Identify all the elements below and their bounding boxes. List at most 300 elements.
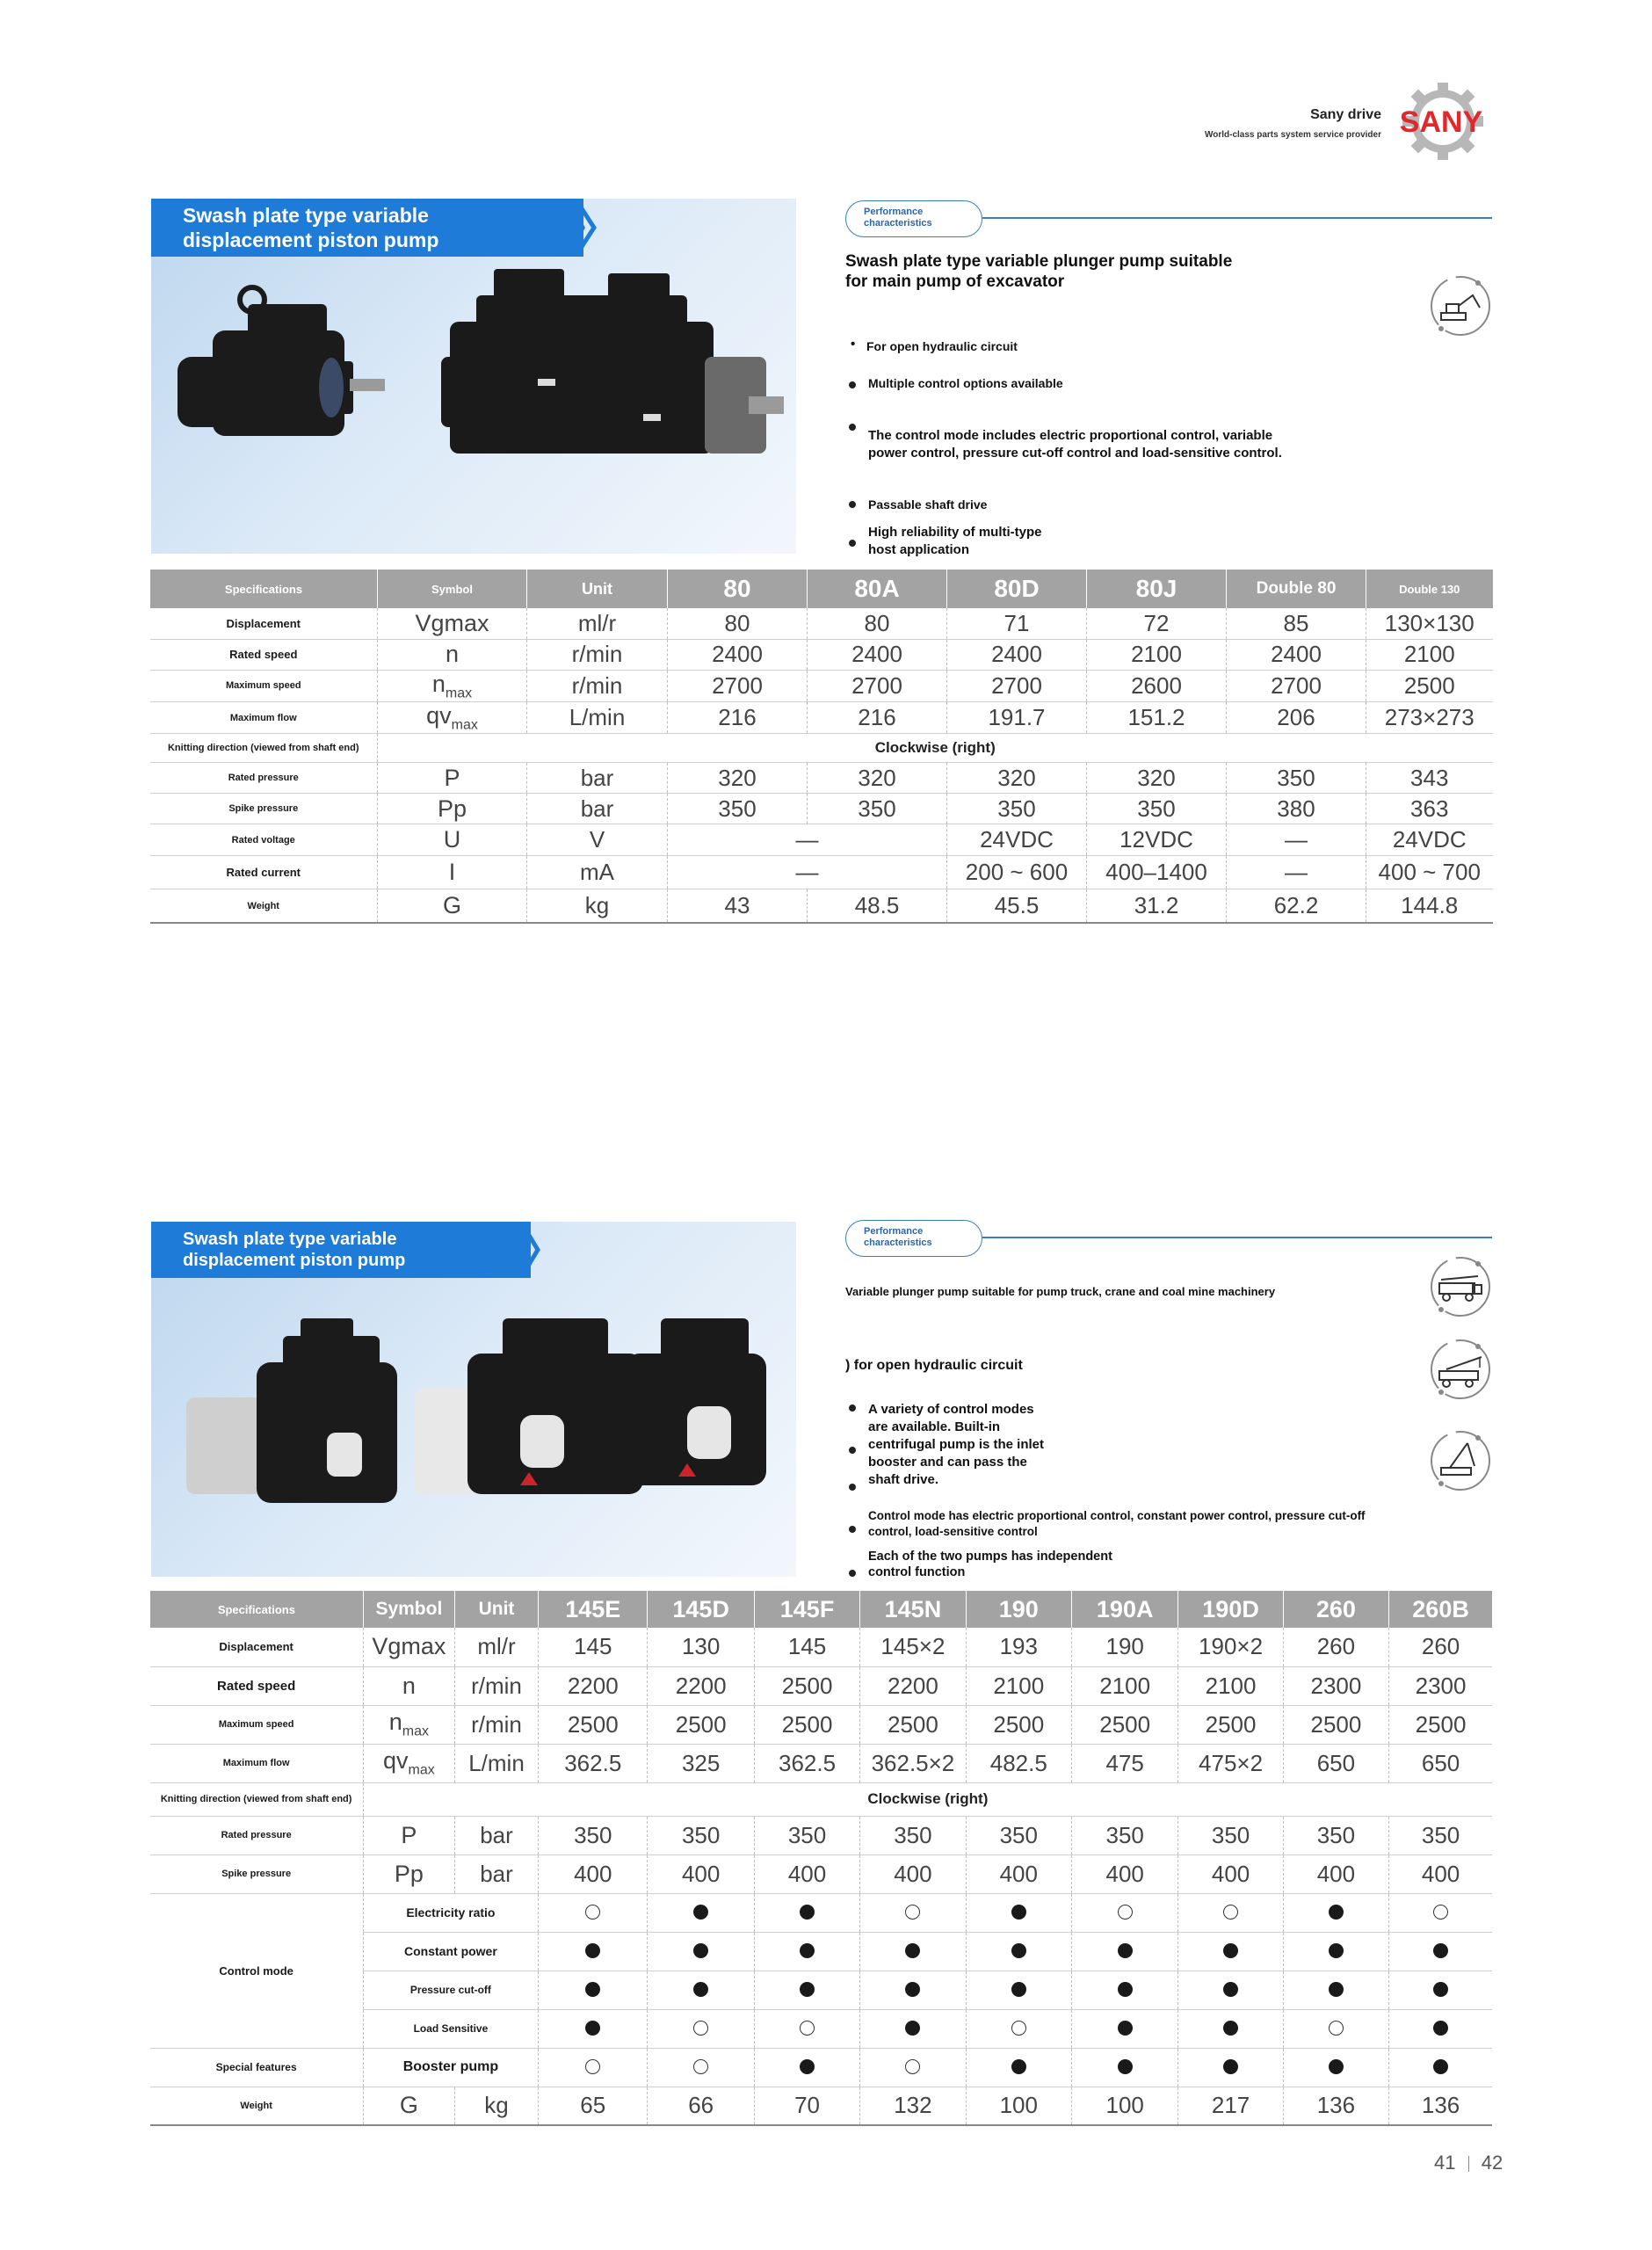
row-unit: V [527, 824, 668, 856]
cell-value: 2500 [1178, 1705, 1283, 1744]
row-symbol: $qv_{max}$ [363, 1744, 454, 1782]
feature-cell [1283, 1893, 1388, 1932]
feature-cell [648, 1932, 754, 1971]
row-unit: ml/r [454, 1628, 538, 1666]
cell-value: 130 [648, 1628, 754, 1666]
cell-value: 2500 [754, 1705, 859, 1744]
cell-value: 2400 [1227, 639, 1366, 670]
feature-cell [1178, 2048, 1283, 2087]
cell-value: 350 [1227, 763, 1366, 794]
perf-rule-2 [982, 1237, 1492, 1238]
cell-value: 151.2 [1087, 701, 1227, 733]
col-model: Double 130 [1366, 570, 1493, 608]
cell-value: 80 [668, 608, 808, 639]
row-label: Maximum speed [150, 1705, 364, 1744]
filled-dot-icon [1433, 1943, 1448, 1958]
feature-cell [1283, 1932, 1388, 1971]
cell-value: 362.5×2 [860, 1744, 966, 1782]
ribbon1-line1: Swash plate type variable [183, 204, 429, 227]
cell-value: 24VDC [947, 824, 1087, 856]
cell-value: 2100 [1366, 639, 1493, 670]
bullet-mark: • [851, 337, 856, 352]
bullet-control-mode-2: control, load-sensitive control [868, 1525, 1038, 1538]
cell-value: 144.8 [1366, 889, 1493, 923]
open-circuit-text: ) for open hydraulic circuit [845, 1358, 1023, 1373]
cell-value: 400–1400 [1087, 856, 1227, 889]
cell-value: 400 [1283, 1854, 1388, 1893]
row-unit: r/min [454, 1666, 538, 1705]
col-model: 260 [1283, 1591, 1388, 1628]
cell-value: 24VDC [1366, 824, 1493, 856]
row-symbol: P [378, 763, 527, 794]
row-label: Knitting direction (viewed from shaft end) [150, 734, 378, 763]
filled-dot-icon [1433, 1982, 1448, 1997]
cell-value: 2400 [947, 639, 1087, 670]
filled-dot-icon [1329, 1905, 1344, 1920]
page-number-left: 41 [1434, 2152, 1456, 2174]
row-unit: mA [527, 856, 668, 889]
cell-value: — [1227, 824, 1366, 856]
filled-dot-icon [1118, 1982, 1133, 1997]
bullet-dot [849, 424, 856, 431]
row-unit: L/min [454, 1744, 538, 1782]
section2-headline: Variable plunger pump suitable for pump truck, crane and coal mine machinery [845, 1285, 1276, 1298]
filled-dot-icon [800, 2059, 815, 2074]
feature-cell [1071, 1932, 1177, 1971]
cell-value: 85 [1227, 608, 1366, 639]
cell-value: 650 [1283, 1744, 1388, 1782]
cell-value: 350 [1283, 1816, 1388, 1854]
perf-pill-2 [845, 1220, 982, 1257]
hollow-dot-icon [585, 2059, 600, 2074]
filled-dot-icon [1223, 1943, 1238, 1958]
col-model: 80A [808, 570, 947, 608]
ribbon2-line1: Swash plate type variable [183, 1230, 397, 1249]
filled-dot-icon [1223, 2059, 1238, 2074]
feature-cell [1389, 1932, 1492, 1971]
col-model: 80 [668, 570, 808, 608]
cell-value: 350 [1178, 1816, 1283, 1854]
bullet-dot [849, 1484, 856, 1491]
bullet-dot [849, 1526, 856, 1533]
cell-value: 70 [754, 2087, 859, 2125]
cell-value: 320 [808, 763, 947, 794]
cell-value: 400 [860, 1854, 966, 1893]
feature-cell [754, 2048, 859, 2087]
hollow-dot-icon [800, 2021, 815, 2036]
feature-cell [1071, 1893, 1177, 1932]
feature-cell [539, 2048, 648, 2087]
cell-value: 400 [754, 1854, 859, 1893]
cell-value: 400 [1071, 1854, 1177, 1893]
cell-value: 482.5 [966, 1744, 1071, 1782]
cell-value: 400 ~ 700 [1366, 856, 1493, 889]
col-model: 145D [648, 1591, 754, 1628]
col-model: Double 80 [1227, 570, 1366, 608]
cell-value: 2500 [1071, 1705, 1177, 1744]
feature-cell [1178, 1932, 1283, 1971]
brand-tagline: World-class parts system service provider [1204, 130, 1381, 140]
col-specifications: Specifications [150, 1591, 364, 1628]
row-symbol: P [363, 1816, 454, 1854]
perf2-line1: Performance [864, 1226, 924, 1237]
filled-dot-icon [585, 1943, 600, 1958]
cell-value: 2400 [808, 639, 947, 670]
cell-value: 190×2 [1178, 1628, 1283, 1666]
cell-value: — [668, 856, 947, 889]
excavator-icon [1429, 274, 1492, 338]
cell-value: 2600 [1087, 670, 1227, 701]
cell-value: 350 [947, 794, 1087, 824]
control-row-label: Electricity ratio [363, 1893, 538, 1932]
cell-value: 350 [1389, 1816, 1492, 1854]
feature-cell [1283, 2009, 1388, 2048]
feature-cell [754, 1932, 859, 1971]
feature-cell [1071, 2048, 1177, 2087]
headline1-line2: for main pump of excavator [845, 272, 1065, 291]
cell-value: 260 [1283, 1628, 1388, 1666]
feature-cell [1389, 2009, 1492, 2048]
row-unit: r/min [527, 639, 668, 670]
feature-cell [1389, 1893, 1492, 1932]
filled-dot-icon [1118, 1943, 1133, 1958]
control-row-label: Constant power [363, 1932, 538, 1971]
feature-cell [860, 1893, 966, 1932]
page-numbers [1434, 2152, 1503, 2174]
cell-value: 2100 [1071, 1666, 1177, 1705]
brand-block [1205, 107, 1381, 140]
cell-value: 350 [1087, 794, 1227, 824]
page-divider [1468, 2156, 1469, 2172]
bullet-dot [849, 1447, 856, 1454]
row-label: Spike pressure [150, 1854, 364, 1893]
row-symbol: Vgmax [363, 1628, 454, 1666]
filled-dot-icon [693, 1982, 708, 1997]
row-label: Rated pressure [150, 1816, 364, 1854]
cell-value: 2500 [1366, 670, 1493, 701]
page-number-right: 42 [1481, 2152, 1503, 2174]
cell-value: 273×273 [1366, 701, 1493, 733]
brand-name: Sany drive [1310, 107, 1381, 122]
feature-cell [1178, 1971, 1283, 2009]
row-label: Weight [150, 2087, 364, 2125]
col-model: 145E [539, 1591, 648, 1628]
filled-dot-icon [800, 1905, 815, 1920]
filled-dot-icon [1118, 2059, 1133, 2074]
cell-value: 45.5 [947, 889, 1087, 923]
feature-cell [754, 1971, 859, 2009]
cell-value: 362.5 [539, 1744, 648, 1782]
filled-dot-icon [693, 1905, 708, 1920]
cell-value: 100 [966, 2087, 1071, 2125]
control-row-label: Pressure cut-off [363, 1971, 538, 2009]
cell-value: 400 [539, 1854, 648, 1893]
bullet-dot [849, 501, 856, 508]
bullet-control-mode-2: power control, pressure cut-off control and load-sensitive control. [868, 446, 1282, 461]
perf1-line1: Performance [864, 207, 924, 217]
feature-cell [1389, 1971, 1492, 2009]
row-unit: bar [527, 794, 668, 824]
direction-value: Clockwise (right) [378, 734, 1493, 763]
product-photo-1 [151, 199, 796, 554]
row-symbol: n [363, 1666, 454, 1705]
cell-value: 206 [1227, 701, 1366, 733]
feature-cell [966, 1893, 1071, 1932]
cell-value: 2300 [1283, 1666, 1388, 1705]
bullet-shaft-drive: Passable shaft drive [868, 497, 988, 512]
row-unit: bar [454, 1854, 538, 1893]
row-label: Rated current [150, 856, 378, 889]
row-symbol: n [378, 639, 527, 670]
filled-dot-icon [585, 2021, 600, 2036]
feature-cell [1178, 1893, 1283, 1932]
feature-cell [539, 1893, 648, 1932]
cell-value: 400 [648, 1854, 754, 1893]
feature-cell [648, 1893, 754, 1932]
row-unit: ml/r [527, 608, 668, 639]
cell-value: 320 [668, 763, 808, 794]
row-symbol: G [363, 2087, 454, 2125]
cell-value: — [668, 824, 947, 856]
cell-value: 260 [1389, 1628, 1492, 1666]
feature-cell [860, 1971, 966, 2009]
row-label: Maximum flow [150, 1744, 364, 1782]
cell-value: 2400 [668, 639, 808, 670]
section1-ribbon [151, 199, 583, 257]
crane-icon [1429, 1338, 1492, 1401]
special-row [150, 2048, 1493, 2087]
bullet-dot [849, 1570, 856, 1577]
cell-value: 71 [947, 608, 1087, 639]
filled-dot-icon [1329, 1982, 1344, 1997]
bullet-variety-4: booster and can pass the [868, 1455, 1027, 1470]
bullet-variety-2: are available. Built-in [868, 1419, 1001, 1434]
filled-dot-icon [1329, 2059, 1344, 2074]
row-unit: kg [527, 889, 668, 923]
cell-value: 475×2 [1178, 1744, 1283, 1782]
col-model: 80D [947, 570, 1087, 608]
col-symbol: Symbol [363, 1591, 454, 1628]
cell-value: 350 [754, 1816, 859, 1854]
ribbon2-line2: displacement piston pump [183, 1251, 406, 1270]
row-unit: r/min [454, 1705, 538, 1744]
cell-value: 145 [754, 1628, 859, 1666]
row-label: Displacement [150, 1628, 364, 1666]
row-label: Rated speed [150, 1666, 364, 1705]
row-symbol: Pp [378, 794, 527, 824]
cell-value: 191.7 [947, 701, 1087, 733]
bullet-variety-5: shaft drive. [868, 1472, 939, 1487]
row-unit: L/min [527, 701, 668, 733]
cell-value: 350 [860, 1816, 966, 1854]
cell-value: 2500 [754, 1666, 859, 1705]
feature-cell [860, 1932, 966, 1971]
feature-cell [860, 2009, 966, 2048]
feature-cell [1071, 1971, 1177, 2009]
cell-value: 400 [1178, 1854, 1283, 1893]
cell-value: 2500 [860, 1705, 966, 1744]
feature-cell [966, 1971, 1071, 2009]
filled-dot-icon [1223, 1982, 1238, 1997]
cell-value: 2200 [648, 1666, 754, 1705]
row-unit: kg [454, 2087, 538, 2125]
cell-value: 320 [1087, 763, 1227, 794]
filled-dot-icon [1011, 1943, 1026, 1958]
filled-dot-icon [800, 1943, 815, 1958]
bullet-control-mode-1: The control mode includes electric proportional control, variable [868, 428, 1273, 443]
cell-value: 132 [860, 2087, 966, 2125]
row-symbol: U [378, 824, 527, 856]
cell-value: 2700 [947, 670, 1087, 701]
col-model: 190D [1178, 1591, 1283, 1628]
bullet-dot [849, 381, 856, 388]
cell-value: 350 [808, 794, 947, 824]
hollow-dot-icon [585, 1905, 600, 1920]
bullet-dot [849, 540, 856, 547]
ribbon2-chevron [499, 1222, 548, 1278]
row-symbol: $qv_{max}$ [378, 701, 527, 733]
feature-cell [539, 1971, 648, 2009]
cell-value: 12VDC [1087, 824, 1227, 856]
hollow-dot-icon [905, 2059, 920, 2074]
bullet-variety-3: centrifugal pump is the inlet [868, 1437, 1045, 1452]
feature-cell [1178, 2009, 1283, 2048]
col-unit: Unit [454, 1591, 538, 1628]
bullet-control-mode-1: Control mode has electric proportional control, constant power control, pressure cut-off [868, 1509, 1366, 1522]
perf2-line2: characteristics [864, 1238, 932, 1248]
logo-text: SANY [1399, 105, 1483, 139]
row-symbol: Vgmax [378, 608, 527, 639]
row-symbol: G [378, 889, 527, 923]
col-model: 190A [1071, 1591, 1177, 1628]
cell-value: 2200 [860, 1666, 966, 1705]
cell-value: 216 [808, 701, 947, 733]
section2-ribbon [151, 1222, 531, 1278]
row-label: Knitting direction (viewed from shaft end) [150, 1782, 364, 1816]
filled-dot-icon [693, 1943, 708, 1958]
bullet-reliability-2: host application [868, 542, 970, 557]
feature-cell [966, 2009, 1071, 2048]
bullet-independent-2: control function [868, 1565, 966, 1579]
filled-dot-icon [800, 1982, 815, 1997]
cell-value: 350 [1071, 1816, 1177, 1854]
cell-value: 66 [648, 2087, 754, 2125]
cell-value: 2100 [1087, 639, 1227, 670]
cell-value: 100 [1071, 2087, 1177, 2125]
feature-cell [1283, 1971, 1388, 2009]
product-photo-2 [151, 1222, 796, 1577]
spec-table-2 [149, 1591, 1492, 2126]
special-row-label: Booster pump [363, 2048, 538, 2087]
perf1-line2: characteristics [864, 218, 932, 229]
cell-value: 2500 [1389, 1705, 1492, 1744]
col-specifications: Specifications [150, 570, 378, 608]
filled-dot-icon [1329, 1943, 1344, 1958]
cell-value: 65 [539, 2087, 648, 2125]
cell-value: 350 [539, 1816, 648, 1854]
bullet-variety-1: A variety of control modes [868, 1402, 1034, 1417]
feature-cell [754, 1893, 859, 1932]
cell-value: 136 [1389, 2087, 1492, 2125]
row-label: Rated speed [150, 639, 378, 670]
feature-cell [539, 2009, 648, 2048]
row-label: Maximum speed [150, 670, 378, 701]
bullet-open-circuit: For open hydraulic circuit [866, 339, 1018, 353]
row-symbol: Pp [363, 1854, 454, 1893]
bullet-independent-1: Each of the two pumps has independent [868, 1550, 1112, 1564]
cell-value: 31.2 [1087, 889, 1227, 923]
perf-pill-1 [845, 200, 982, 237]
feature-cell [539, 1932, 648, 1971]
cell-value: 650 [1389, 1744, 1492, 1782]
feature-cell [860, 2048, 966, 2087]
headline1-line1: Swash plate type variable plunger pump suitable [845, 252, 1233, 271]
cell-value: 2300 [1389, 1666, 1492, 1705]
cell-value: 193 [966, 1628, 1071, 1666]
hollow-dot-icon [1118, 1905, 1133, 1920]
cell-value: 2700 [1227, 670, 1366, 701]
cell-value: 190 [1071, 1628, 1177, 1666]
cell-value: 400 [966, 1854, 1071, 1893]
hollow-dot-icon [693, 2021, 708, 2036]
cell-value: 62.2 [1227, 889, 1366, 923]
cell-value: 320 [947, 763, 1087, 794]
perf-rule-1 [982, 217, 1492, 219]
cell-value: 362.5 [754, 1744, 859, 1782]
hollow-dot-icon [1433, 1905, 1448, 1920]
feature-cell [648, 1971, 754, 2009]
col-model: 145F [754, 1591, 859, 1628]
cell-value: 145 [539, 1628, 648, 1666]
cell-value: 80 [808, 608, 947, 639]
pump-truck-icon [1429, 1255, 1492, 1318]
col-symbol: Symbol [378, 570, 527, 608]
col-model: 190 [966, 1591, 1071, 1628]
control-row [150, 1893, 1493, 1932]
row-unit: bar [454, 1816, 538, 1854]
cell-value: 475 [1071, 1744, 1177, 1782]
bullet-reliability-1: High reliability of multi-type [868, 525, 1042, 540]
direction-value: Clockwise (right) [363, 1782, 1492, 1816]
cell-value: — [1227, 856, 1366, 889]
row-symbol: $n_{max}$ [363, 1705, 454, 1744]
special-features-label: Special features [150, 2048, 364, 2087]
feature-cell [754, 2009, 859, 2048]
row-label: Spike pressure [150, 794, 378, 824]
control-mode-label: Control mode [150, 1893, 364, 2048]
cell-value: 130×130 [1366, 608, 1493, 639]
feature-cell [966, 2048, 1071, 2087]
row-label: Rated pressure [150, 763, 378, 794]
cell-value: 2500 [539, 1705, 648, 1744]
cell-value: 136 [1283, 2087, 1388, 2125]
ribbon1-line2: displacement piston pump [183, 229, 439, 251]
col-model: 145N [860, 1591, 966, 1628]
cell-value: 145×2 [860, 1628, 966, 1666]
spec-table-1 [149, 570, 1493, 924]
cell-value: 216 [668, 701, 808, 733]
cell-value: 2100 [966, 1666, 1071, 1705]
feature-cell [966, 1932, 1071, 1971]
row-label: Maximum flow [150, 701, 378, 733]
cell-value: 2200 [539, 1666, 648, 1705]
cell-value: 43 [668, 889, 808, 923]
col-unit: Unit [527, 570, 668, 608]
cell-value: 2700 [808, 670, 947, 701]
cell-value: 2500 [966, 1705, 1071, 1744]
col-model: 260B [1389, 1591, 1492, 1628]
cell-value: 350 [966, 1816, 1071, 1854]
